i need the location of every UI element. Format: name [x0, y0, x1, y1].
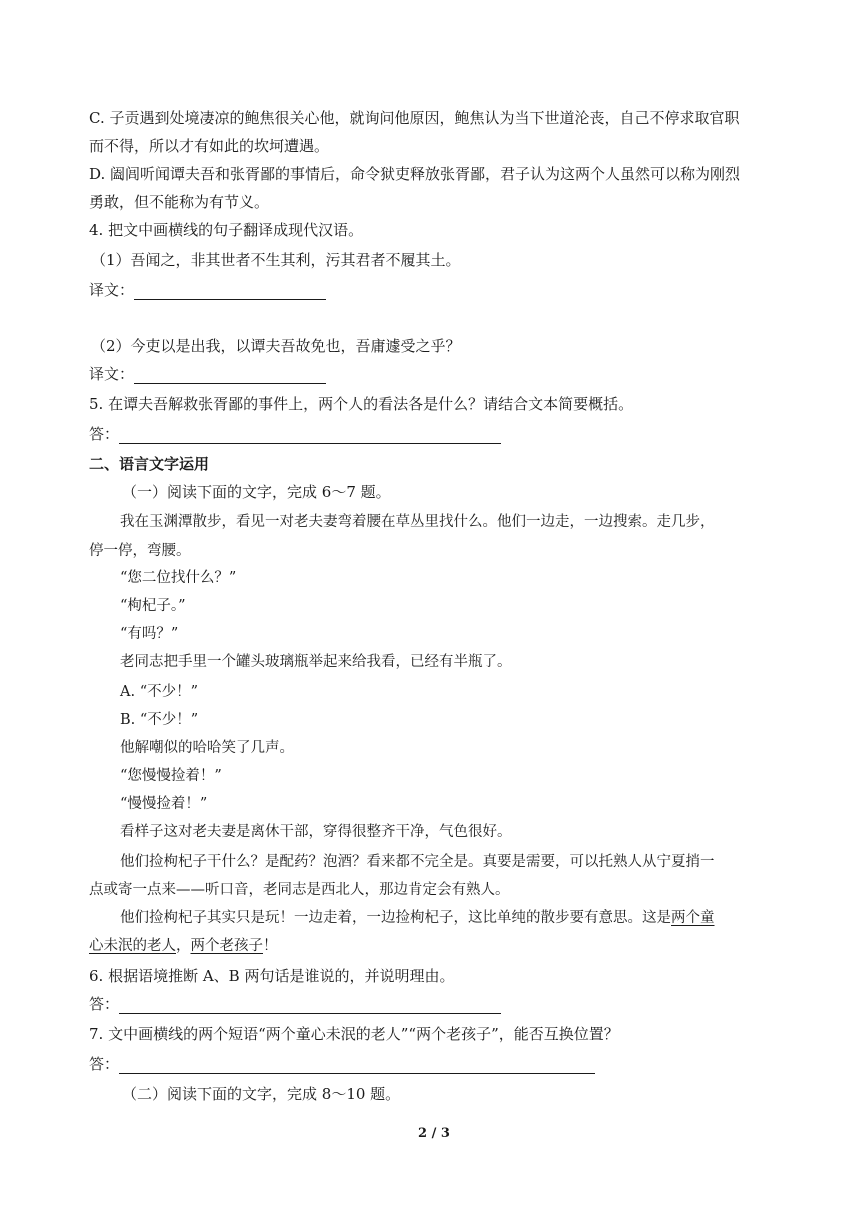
question-4-1: （1）吾闻之，非其世者不生其利，污其君者不履其土。	[91, 251, 461, 269]
subsection-1-heading: （一）阅读下面的文字，完成 6～7 题。	[122, 483, 391, 501]
section-2-heading: 二、语言文字运用	[89, 455, 210, 473]
answer-blank-4-2[interactable]	[134, 367, 326, 384]
passage-p11-line-2	[89, 936, 278, 956]
underlined-phrase-1a: 两个童	[671, 910, 715, 926]
option-c-line-2: 而不得，所以才有如此的坎坷遭遇。	[89, 137, 330, 155]
passage-p11-line-1	[120, 908, 715, 928]
option-c-line-1: C. 子贡遇到处境凄凉的鲍焦很关心他，就询问他原因，鲍焦认为当下世道沦丧，自己不停求取官职	[89, 109, 740, 127]
answer-blank-5[interactable]	[119, 427, 501, 444]
option-d-line-2: 勇敢，但不能称为有节义。	[89, 193, 270, 211]
answer-line-7	[89, 1054, 595, 1074]
passage-p1-line-1: 我在玉渊潭散步，看见一对老夫妻弯着腰在草丛里找什么。他们一边走，一边搜索。走几步，	[120, 514, 715, 530]
answer-blank-7[interactable]	[119, 1057, 595, 1074]
question-4-2: （2）今吏以是出我，以谭夫吾故免也，吾庸遽受之乎？	[91, 337, 461, 355]
translation-label-1: 译文：	[89, 281, 135, 299]
question-4: 4. 把文中画横线的句子翻译成现代汉语。	[89, 221, 364, 239]
answer-label-7: 答：	[89, 1055, 120, 1073]
passage-p8: “慢慢捡着！”	[120, 796, 208, 812]
translation-line-2	[89, 364, 326, 384]
passage-p11-text: 他们捡枸杞子其实只是玩！一边走着，一边捡枸杞子，这比单纯的散步要有意思。这是	[120, 910, 671, 926]
answer-label-6: 答：	[89, 995, 120, 1013]
passage-p7: “您慢慢捡着！”	[120, 768, 222, 784]
page-number: 2 / 3	[418, 1126, 450, 1141]
translation-line-1	[89, 280, 326, 300]
underlined-phrase-1b: 心未泯的老人	[89, 938, 176, 954]
question-5: 5. 在谭夫吾解救张胥鄙的事件上，两个人的看法各是什么？请结合文本简要概括。	[89, 395, 634, 413]
answer-blank-6[interactable]	[119, 997, 501, 1014]
exclamation: ！	[263, 938, 278, 954]
answer-blank-4-1[interactable]	[134, 283, 326, 300]
question-7: 7. 文中画横线的两个短语“两个童心未泯的老人”“两个老孩子”，能否互换位置？	[89, 1025, 619, 1043]
answer-label-5: 答：	[89, 425, 120, 443]
passage-p3: “枸杞子。”	[120, 598, 186, 614]
translation-label-2: 译文：	[89, 365, 135, 383]
question-6: 6. 根据语境推断 A、B 两句话是谁说的，并说明理由。	[89, 967, 455, 985]
passage-p10-line-2: 点或寄一点来——听口音，老同志是西北人，那边肯定会有熟人。	[89, 882, 510, 898]
passage-p5: 老同志把手里一个罐头玻璃瓶举起来给我看，已经有半瓶了。	[120, 654, 512, 670]
underlined-phrase-2: 两个老孩子	[190, 938, 263, 954]
passage-p10-line-1: 他们捡枸杞子干什么？是配药？泡酒？看来都不完全是。真要是需要，可以托熟人从宁夏捎一	[120, 854, 715, 870]
passage-line-b: B. “不少！”	[120, 712, 199, 728]
comma: ，	[176, 938, 191, 954]
passage-p4: “有吗？”	[120, 626, 179, 642]
passage-p9: 看样子这对老夫妻是离休干部，穿得很整齐干净，气色很好。	[120, 824, 512, 840]
passage-p2: “您二位找什么？”	[120, 570, 237, 586]
option-d-line-1: D. 阖闾听闻谭夫吾和张胥鄙的事情后，命令狱吏释放张胥鄙，君子认为这两个人虽然可以称为刚烈	[89, 165, 741, 183]
passage-p6: 他解嘲似的哈哈笑了几声。	[120, 740, 294, 756]
passage-line-a: A. “不少！”	[120, 684, 199, 700]
answer-line-6	[89, 994, 501, 1014]
subsection-2-heading: （二）阅读下面的文字，完成 8～10 题。	[122, 1085, 401, 1103]
answer-line-5	[89, 424, 501, 444]
passage-p1-line-2: 停一停，弯腰。	[89, 543, 191, 559]
